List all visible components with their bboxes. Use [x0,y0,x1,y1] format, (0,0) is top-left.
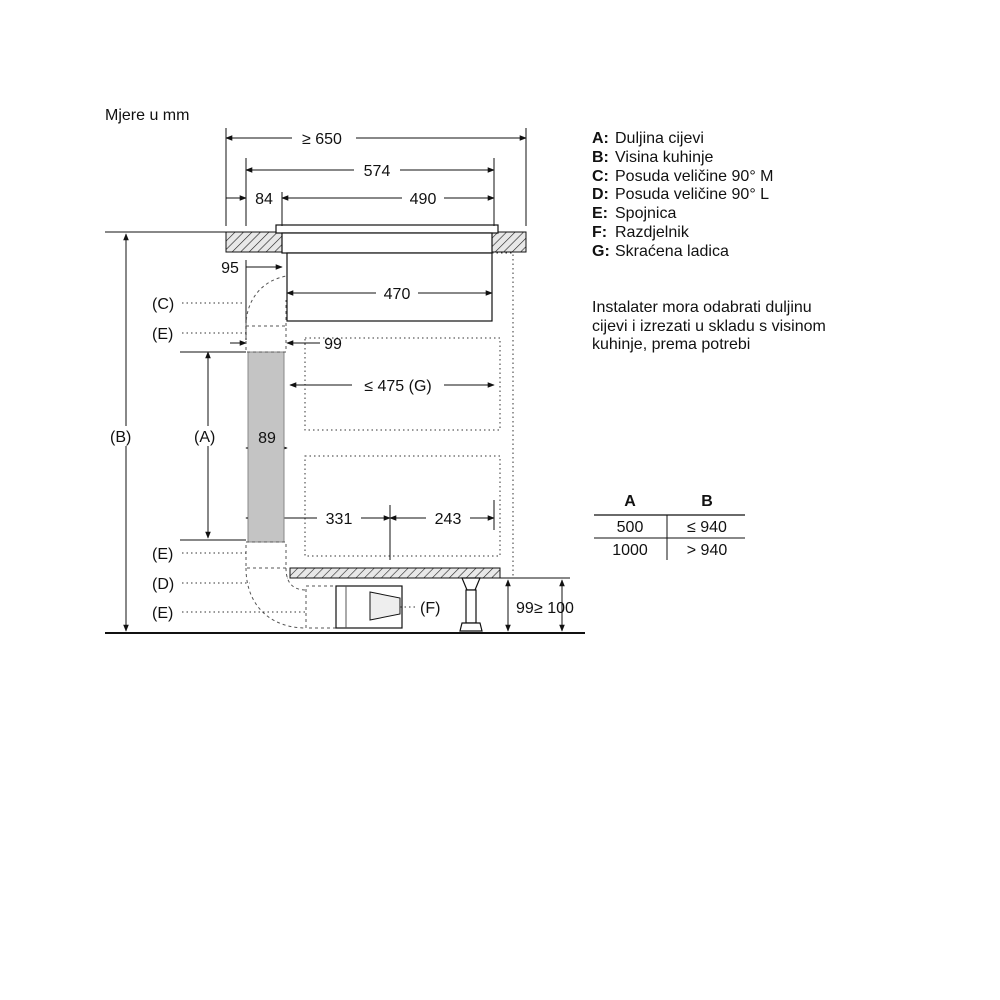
legend [592,130,773,260]
note-line: cijevi i izrezati u skladu s visinom [592,318,826,335]
dim-490: 490 [409,191,437,208]
worktop-left [226,232,282,252]
legend-key: D: [592,186,609,203]
adjustable-foot [460,578,482,631]
callout-c: (C) [152,296,175,313]
callout-f: (F) [420,600,441,617]
connector-top [246,326,286,352]
length-table [594,493,745,560]
dim-574: 574 [363,163,391,180]
legend-text: Visina kuhinje [615,149,714,166]
dim-95: 95 [221,260,239,277]
legend-key: G: [592,243,610,260]
hob-body [282,233,492,253]
legend-text: Duljina cijevi [615,130,704,147]
callout-a: (A) [194,429,216,446]
callout-d: (D) [152,576,175,593]
table-header-a: A [624,493,636,510]
legend-key: F: [592,224,608,241]
worktop-right [492,232,526,252]
units-note: Mjere u mm [105,107,190,124]
note-line: kuhinje, prema potrebi [592,336,751,353]
hob-glass [276,225,498,233]
dim-84: 84 [255,191,273,208]
dim-650: ≥ 650 [302,131,342,148]
legend-text: Skraćena ladica [615,243,729,260]
legend-text: Posuda veličine 90° L [615,186,770,203]
callout-e-top: (E) [152,326,174,343]
legend-key: A: [592,130,609,147]
connector-mid [246,542,286,568]
dim-99-gap: 99 [324,336,342,353]
legend-text: Razdjelnik [615,224,689,241]
distributor-f [336,586,402,628]
legend-text: Spojnica [615,205,677,222]
dim-331: 331 [325,511,353,528]
dim-89: 89 [258,430,276,447]
plinth-board [290,568,500,578]
dim-99-plinth: 99 [516,600,534,617]
table-header-b: B [701,493,713,510]
table-cell: > 940 [686,542,728,559]
legend-text: Posuda veličine 90° M [615,168,774,185]
dim-100: ≥ 100 [534,600,574,617]
dim-475: ≤ 475 (G) [364,378,432,395]
table-cell: 1000 [612,542,648,559]
note-line: Instalater mora odabrati duljinu [592,299,812,316]
table-cell: ≤ 940 [687,519,727,536]
legend-key: E: [592,205,608,222]
legend-key: C: [592,168,609,185]
drawer-lower [305,456,500,556]
installer-note [592,299,826,353]
table-cell: 500 [616,519,644,536]
legend-key: B: [592,149,609,166]
dim-470: 470 [383,286,411,303]
elbow-c [246,276,287,326]
dim-243: 243 [434,511,462,528]
callout-b: (B) [110,429,132,446]
connector-bottom [306,586,336,628]
callout-e-bottom: (E) [152,605,174,622]
callout-e-mid: (E) [152,546,174,563]
